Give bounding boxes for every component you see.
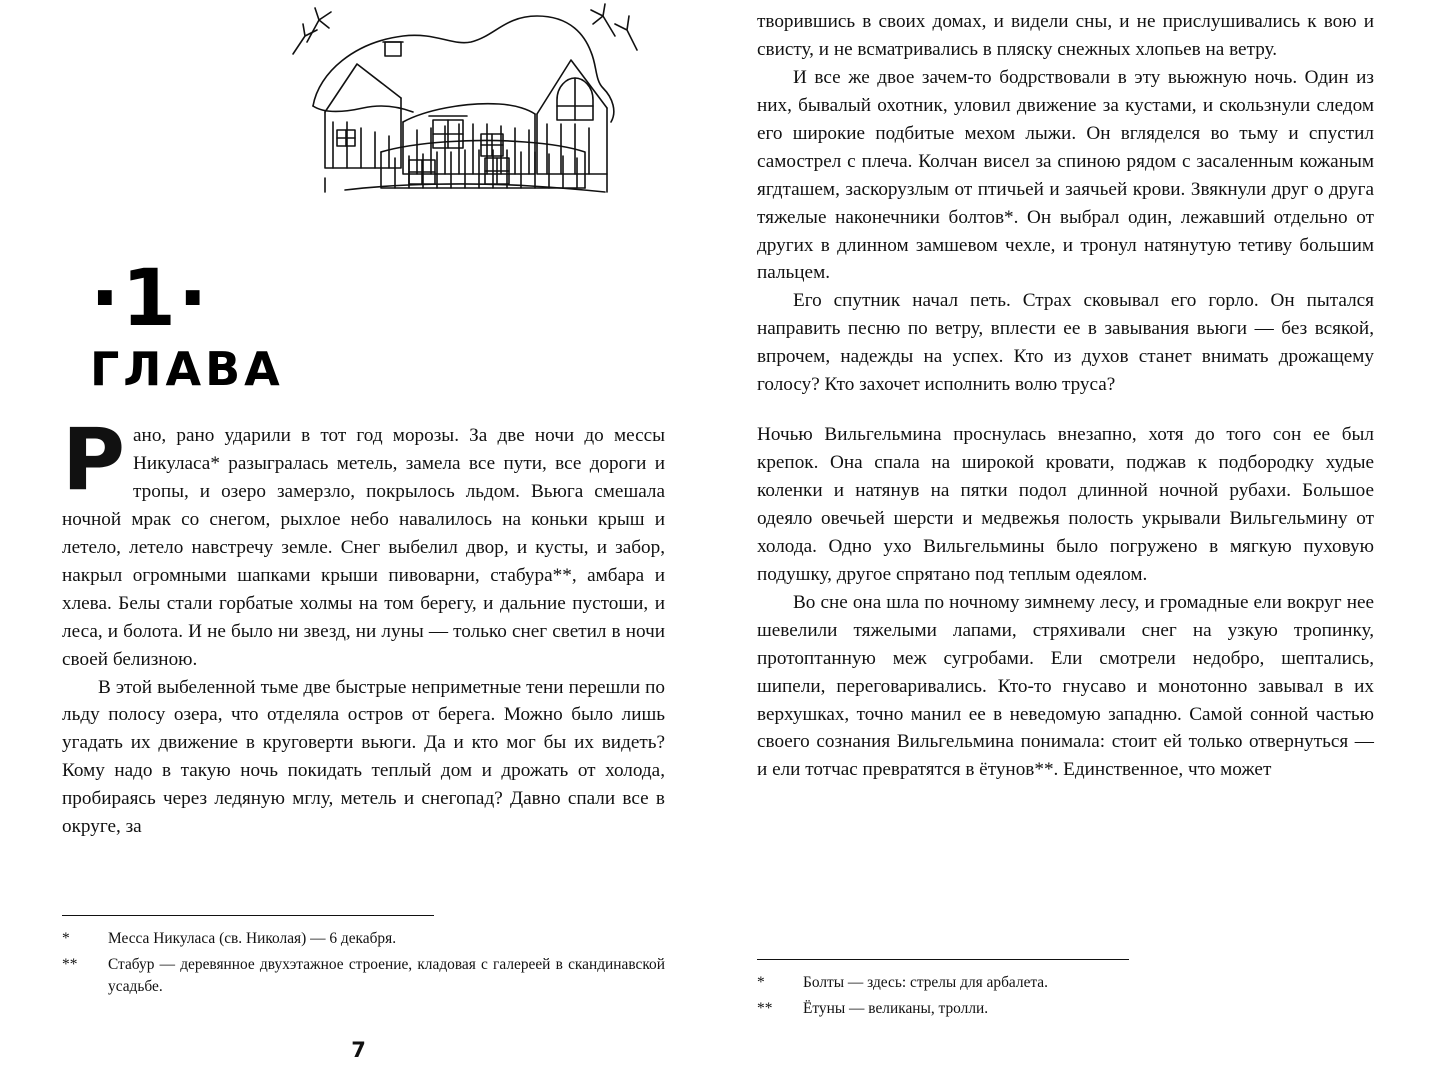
- drop-cap: Р: [62, 410, 126, 511]
- paragraph-text: ано, рано ударили в тот год морозы. За две ночи до мессы Никуласа* разыгралась метель, замела все пути, все дороги и тропы, и озеро замерзло, покрылось льдом. Вьюга смешала ночной мрак со снегом, рыхлое небо навалилось на коньки крыш и летело, летело навстречу земле. Снег выбелил двор, и кусты, и забор, накрыл огромными шапками крыши пивоварни, стабура**, амбара и хлева. Белы стали горбатые холмы на том берегу, и дальние пустоши, и леса, и болота. И не было ни звезд, ни луны — только снег светил в ночи своей белизною.: [62, 425, 665, 670]
- footnote-rule: [757, 959, 1129, 960]
- footnote-text: Стабур — деревянное двухэтажное строение, кладовая с галереей в скандинавской усадьбе.: [108, 956, 665, 996]
- paragraph: [62, 410, 665, 673]
- footnote: [757, 972, 1374, 994]
- paragraph: Его спутник начал петь. Страх сковывал его горло. Он пытался направить песню по ветру, вплести ее в завывания вьюги — без всякой, впрочем, надежды на успех. Кто из духов станет внимать дрожащему голосу? Кто захочет исполнить волю труса?: [757, 290, 1374, 396]
- snow-covered-houses-vignette: [285, 2, 655, 202]
- footnote: [62, 954, 665, 998]
- footnote-text: Ётуны — великаны, тролли.: [803, 1000, 989, 1018]
- footnote-block: [757, 959, 1374, 1024]
- paragraph: творившись в своих домах, и видели сны, и не прислушивались к вою и свисту, и не всматривались в пляску снежных хлопьев на ветру.: [757, 11, 1374, 60]
- paragraph: В этой выбеленной тьме две быстрые неприметные тени перешли по льду полосу озера, что отделяла остров от берега. Можно было лишь угадать их движение в круговерти вьюги. Да и кто мог бы их видеть? Кому надо в такую ночь покидать теплый дом и дрожать от холода, пробираясь через ледяную мглу, метель и снегопад? Давно спали все в округе, за: [62, 676, 665, 838]
- paragraph: Во сне она шла по ночному зимнему лесу, и громадные ели вокруг нее шевелили тяжелыми лапами, стряхивали снег на узкую тропинку, протоптанную меж сугробами. Ели смотрели недобро, шептались, шипели, переговаривались. Кто-то гнусаво и монотонно завывал в их верхушках, точно манил ее в неведомую западню. Самой сонной частью своего сознания Вильгельмина понимала: стоит ей только отвернуться — и ели тотчас превратятся в ётунов**. Единственное, что может: [757, 591, 1374, 781]
- footnote-text: Болты — здесь: стрелы для арбалета.: [803, 974, 1048, 992]
- footnote-mark: *: [62, 930, 70, 948]
- chapter-illustration: [62, 0, 665, 230]
- paragraph: И все же двое зачем-то бодрствовали в эту вьюжную ночь. Один из них, бывалый охотник, уловил движение за кустами, и скользнули следом его широкие подбитые мехом лыжи. Он вгляделся во тьму и спустил самострел с плеча. Колчан висел за спиною рядом с засаленным кожаным ягдташем, заскорузлым от птичьей и заячьей крови. Звякнули друг о друга тяжелые наконечники болтов*. Он выбрал один, лежавший отдельно от других в длинном замшевом чехле, и тронул натянутую тетиву большим пальцем.: [757, 66, 1374, 284]
- right-page-text: [757, 0, 1374, 784]
- right-page: [717, 0, 1434, 1080]
- footnote-block: [62, 915, 665, 1002]
- left-page-text: [62, 410, 665, 841]
- footnote-mark: **: [757, 1000, 773, 1018]
- page-number: 7: [351, 1038, 366, 1062]
- footnote-mark: **: [62, 956, 78, 974]
- footnote-mark: *: [757, 974, 765, 992]
- footnote-rule: [62, 915, 434, 916]
- footnote-text: Месса Никуласа (св. Николая) — 6 декабря.: [108, 930, 397, 948]
- footnote: [62, 928, 665, 950]
- footnote: [757, 998, 1374, 1020]
- paragraph: Ночью Вильгельмина проснулась внезапно, хотя до того сон ее был крепок. Она спала на широкой кровати, поджав к подбородку худые коленки и натянув на пятки подол длинной ночной рубахи. Большое одеяло овечьей шерсти и медвежья полость укрывали Вильгельмину от холода. Одно ухо Вильгельмины было погружено в мягкую пуховую подушку, другое спрятано под теплым одеялом.: [757, 424, 1374, 585]
- chapter-word: ГЛАВА: [90, 342, 284, 397]
- chapter-heading: [62, 254, 665, 397]
- chapter-number: ·1·: [90, 254, 210, 344]
